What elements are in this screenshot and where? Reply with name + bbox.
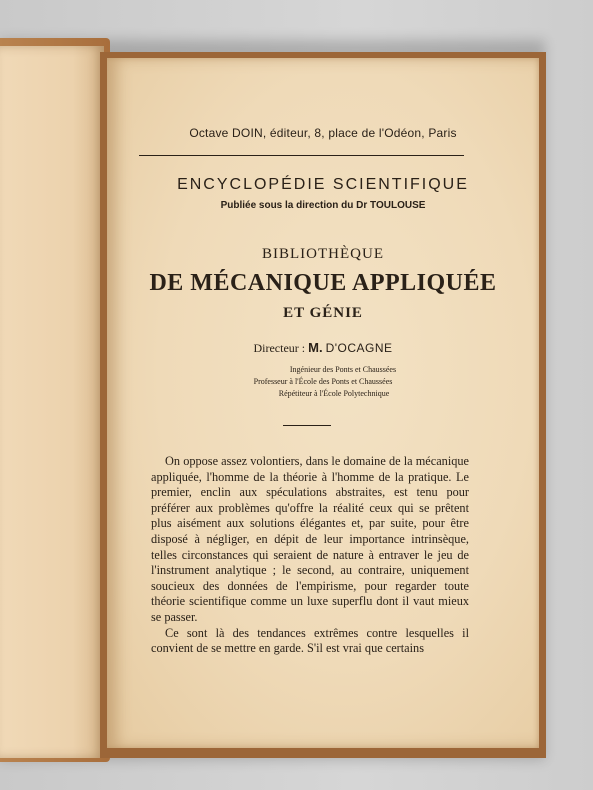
body-text [151, 454, 469, 657]
director-name: D'OCAGNE [325, 341, 393, 355]
encyclopedia-subtitle: Publiée sous la direction du Dr TOULOUSE [220, 200, 426, 211]
director-initial: M. [308, 340, 323, 355]
divider-rule [139, 155, 464, 156]
left-page [0, 46, 104, 758]
director-title-item: Répétiteur à l'École Polytechnique [278, 389, 390, 398]
director-line [107, 340, 539, 356]
library-subtitle: ET GÉNIE [283, 305, 363, 321]
director-title-item: Professeur à l'École des Ponts et Chaussées [253, 377, 393, 386]
body-paragraph: On oppose assez volontiers, dans le domaine de la mécanique appliquée, l'homme de la théorie à l'homme de la pratique. Le premier, enclin aux spéculations abstraites, est tenu pour préférer aux problèmes qu'offre la réalité ceux qui se prêtent plus aisément aux solutions élégantes et, par suite, pour être disposé à négliger, en dépit de leur importance intrinsèque, telles circonstances qui seraient de nature à entraver le jeu de l'instrument analytique ; le second, au contraire, uniquement soucieux des données de l'empirisme, pour regarder toute théorie scientifique comme un luxe superflu dont il vaut mieux se passer. [151, 454, 469, 624]
body-paragraph: Ce sont là des tendances extrêmes contre lesquelles il convient de se mettre en garde. S'il est vrai que certains [151, 625, 469, 656]
director-title-item: Ingénieur des Ponts et Chaussées [289, 365, 397, 374]
library-title: DE MÉCANIQUE APPLIQUÉE [149, 270, 497, 296]
publisher-line: Octave DOIN, éditeur, 8, place de l'Odéon, Paris [189, 126, 457, 140]
title-page [107, 58, 539, 748]
director-label: Directeur : [253, 341, 306, 355]
short-divider-rule [283, 425, 331, 426]
encyclopedia-title: ENCYCLOPÉDIE SCIENTIFIQUE [177, 176, 469, 193]
library-label: BIBLIOTHÈQUE [262, 246, 384, 262]
director-titles [107, 364, 539, 400]
